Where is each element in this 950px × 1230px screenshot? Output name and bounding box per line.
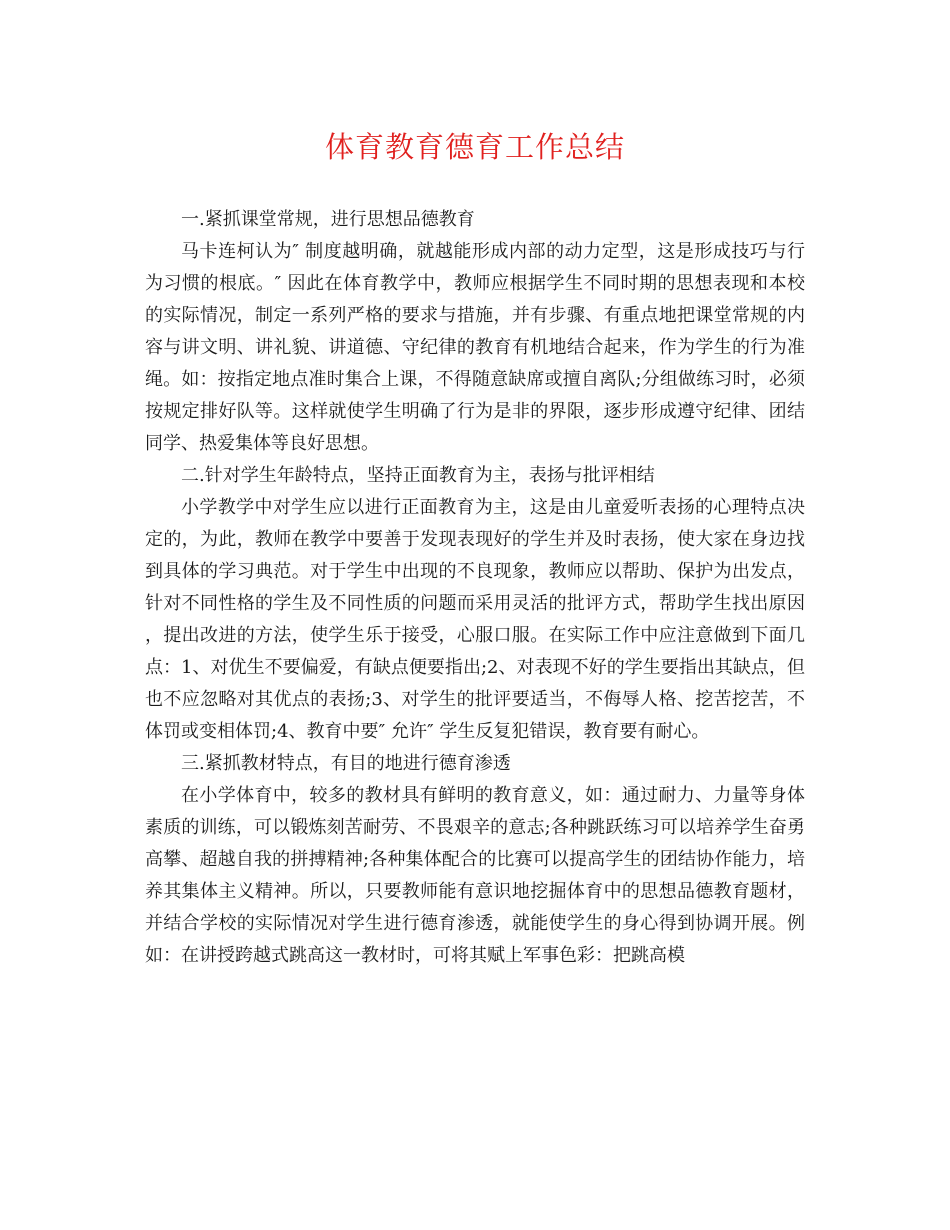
section-heading-1: 一.紧抓课堂常规，进行思想品德教育	[181, 209, 475, 230]
paragraph-3: 在小学体育中，较多的教材具有鲜明的教育意义，如：通过耐力、力量等身体素质的训练，可以锻炼刻苦耐劳、不畏艰辛的意志;各种跳跃练习可以培养学生奋勇高攀、超越自我的拼搏精神;各种集体配合的比赛可以提高学生的团结协作能力，培养其集体主义精神。所以，只要教师能有意识地挖掘体育中的思想品德教育题材，并结合学校的实际情况对学生进行德育渗透，就能使学生的身心得到协调开展。例如：在讲授跨越式跳高这一教材时，可将其赋上军事色彩：把跳高模	[145, 785, 805, 966]
section-heading-2: 二.针对学生年龄特点，坚持正面教育为主，表扬与批评相结	[181, 465, 655, 486]
document-title: 体育教育德育工作总结	[324, 130, 625, 164]
section-heading-3: 三.紧抓教材特点，有目的地进行德育渗透	[181, 753, 511, 774]
document-body	[145, 204, 805, 972]
paragraph-2: 小学教学中对学生应以进行正面教育为主，这是由儿童爱听表扬的心理特点决定的，为此，教师在教学中要善于发现表现好的学生并及时表扬，使大家在身边找到具体的学习典范。对于学生中出现的不良现象，教师应以帮助、保护为出发点，针对不同性格的学生及不同性质的问题而采用灵活的批评方式，帮助学生找出原因，提出改进的方法，使学生乐于接受，心服口服。在实际工作中应注意做到下面几点：1、对优生不要偏爱，有缺点便要指出;2、对表现不好的学生要指出其缺点，但也不应忽略对其优点的表扬;3、对学生的批评要适当，不侮辱人格、挖苦挖苦，不体罚或变相体罚;4、教育中要″ 允许″ 学生反复犯错误，教育要有耐心。	[145, 497, 805, 742]
paragraph-1: 马卡连柯认为″ 制度越明确，就越能形成内部的动力定型，这是形成技巧与行为习惯的根底。″ 因此在体育教学中，教师应根据学生不同时期的思想表现和本校的实际情况，制定一系列严格的要求与措施，并有步骤、有重点地把课堂常规的内容与讲文明、讲礼貌、讲道德、守纪律的教育有机地结合起来，作为学生的行为准绳。如：按指定地点准时集合上课，不得随意缺席或擅自离队;分组做练习时，必须按规定排好队等。这样就使学生明确了行为是非的界限，逐步形成遵守纪律、团结同学、热爱集体等良好思想。	[145, 241, 805, 454]
